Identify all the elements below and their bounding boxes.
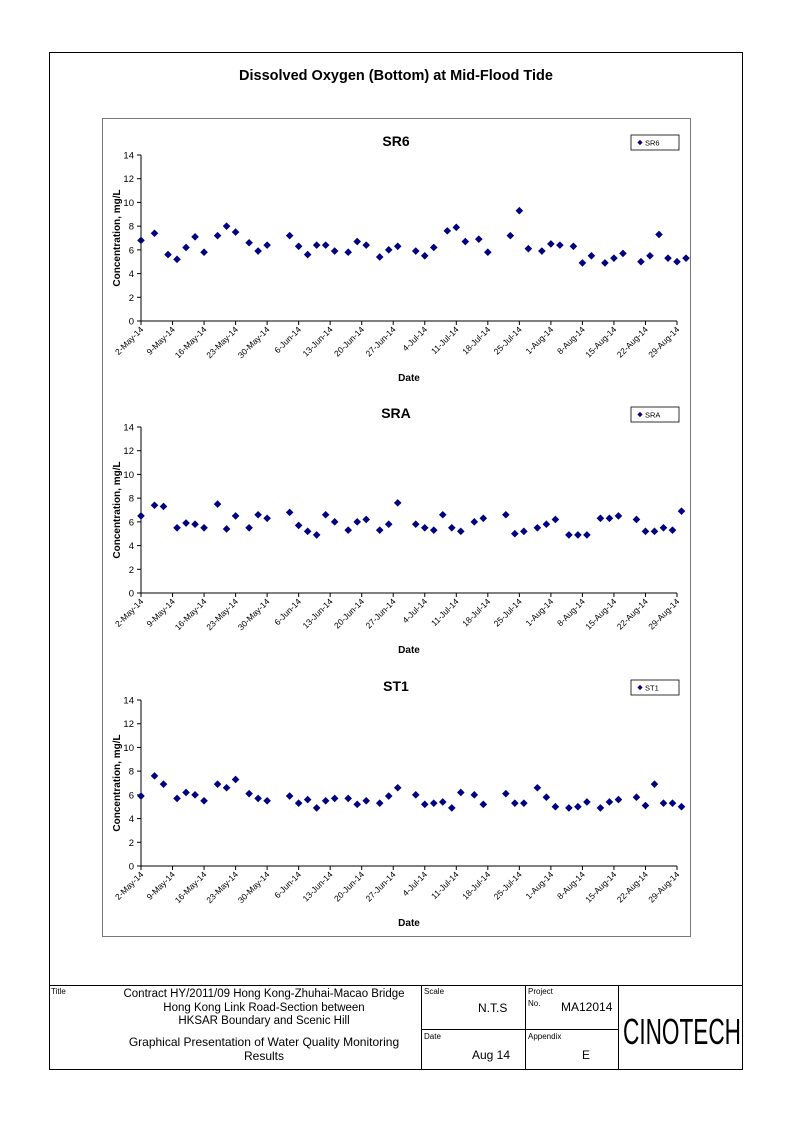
data-point: [619, 250, 627, 258]
data-point: [191, 233, 199, 241]
data-point: [606, 515, 614, 523]
x-tick-label: 22-Aug-14: [614, 869, 650, 905]
appendix-value: E: [582, 1048, 591, 1062]
data-point: [669, 526, 677, 534]
data-point: [543, 520, 551, 528]
data-point: [552, 516, 560, 524]
data-point: [137, 792, 145, 800]
data-point: [200, 524, 208, 532]
data-point: [394, 499, 402, 507]
data-point: [682, 254, 690, 262]
data-point: [200, 797, 208, 805]
x-tick-label: 25-Jul-14: [491, 596, 524, 629]
data-point: [245, 790, 253, 798]
data-point: [448, 804, 456, 812]
x-tick-label: 4-Jul-14: [400, 596, 430, 626]
data-point: [304, 796, 312, 804]
data-point: [263, 515, 271, 523]
x-tick-label: 29-Aug-14: [646, 869, 682, 905]
project-no-label: No.: [528, 999, 541, 1008]
data-point: [448, 524, 456, 532]
scale-date-cell: [422, 986, 526, 1070]
data-point: [254, 511, 262, 519]
data-point: [597, 804, 605, 812]
data-point: [286, 509, 294, 517]
y-axis-label: Concentration, mg/L: [112, 189, 123, 287]
x-tick-label: 16-May-14: [172, 324, 209, 361]
y-tick-label: 6: [128, 245, 134, 257]
x-tick-label: 6-Jun-14: [272, 869, 304, 901]
x-tick-label: 23-May-14: [204, 869, 241, 906]
data-point: [295, 243, 303, 251]
legend-label: SR6: [645, 138, 660, 148]
contract-title: [109, 988, 419, 1029]
data-point: [232, 512, 240, 520]
data-point: [646, 252, 654, 260]
data-point: [223, 784, 231, 792]
data-point: [475, 235, 483, 243]
y-tick-label: 14: [123, 422, 134, 434]
x-tick-label: 11-Jul-14: [429, 869, 461, 902]
data-point: [430, 526, 438, 534]
x-tick-label: 2-May-14: [112, 596, 146, 629]
data-point: [245, 239, 253, 247]
data-point: [286, 232, 294, 240]
x-tick-label: 11-Jul-14: [429, 596, 461, 629]
drawing-title-line2: Results: [243, 1048, 284, 1063]
data-point: [344, 795, 352, 803]
y-axis-label: Concentration, mg/L: [112, 734, 123, 832]
data-point: [362, 241, 370, 249]
x-tick-label: 4-Jul-14: [400, 324, 430, 354]
data-point: [421, 252, 429, 260]
data-point: [502, 790, 510, 798]
data-point: [254, 247, 262, 255]
x-tick-label: 9-May-14: [144, 324, 177, 357]
chart-title-sr6: SR6: [382, 133, 410, 149]
data-point: [601, 259, 609, 267]
data-point: [412, 520, 420, 528]
x-tick-label: 4-Jul-14: [400, 869, 430, 899]
data-point: [610, 254, 618, 262]
data-point: [200, 248, 208, 256]
data-point: [214, 232, 222, 240]
data-point: [502, 511, 510, 519]
data-point: [353, 801, 361, 809]
x-tick-label: 20-Jun-14: [331, 324, 367, 359]
appendix-label: Appendix: [528, 1032, 562, 1041]
y-tick-label: 8: [128, 493, 134, 505]
data-point: [637, 258, 645, 266]
y-axis-label: Concentration, mg/L: [112, 461, 123, 559]
data-point: [412, 247, 420, 255]
data-point: [520, 528, 528, 536]
data-point: [223, 222, 231, 230]
legend: [631, 407, 679, 422]
data-point: [331, 518, 339, 526]
x-tick-label: 8-Aug-14: [555, 869, 587, 902]
x-tick-label: 6-Jun-14: [272, 324, 304, 356]
y-tick-label: 4: [128, 269, 134, 281]
x-tick-label: 16-May-14: [172, 596, 209, 633]
data-point: [570, 243, 578, 251]
data-point: [385, 792, 393, 800]
y-tick-label: 14: [123, 695, 134, 707]
data-point: [633, 793, 641, 801]
data-point: [182, 789, 190, 797]
chart-title-sra: SRA: [381, 405, 411, 421]
data-point: [394, 784, 402, 792]
x-tick-label: 2-May-14: [112, 324, 146, 357]
data-point: [214, 500, 222, 508]
logo-text: CINOTECH: [623, 1011, 741, 1052]
data-point: [511, 799, 519, 807]
data-point: [443, 227, 451, 235]
contract-title-line3: HKSAR Boundary and Scenic Hill: [178, 1015, 350, 1027]
data-point: [579, 259, 587, 267]
data-point: [471, 791, 479, 799]
data-point: [430, 244, 438, 252]
data-point: [534, 524, 542, 532]
data-point: [304, 528, 312, 536]
data-point: [452, 224, 460, 232]
data-point: [313, 531, 321, 539]
data-point: [160, 780, 168, 788]
y-tick-label: 4: [128, 541, 134, 553]
data-point: [516, 207, 524, 215]
data-point: [151, 772, 159, 780]
data-point: [232, 776, 240, 784]
data-point: [547, 240, 555, 248]
project-value: MA12014: [561, 1000, 613, 1014]
x-axis-label: Date: [398, 373, 420, 384]
data-point: [173, 795, 181, 803]
data-point: [664, 254, 672, 262]
x-tick-label: 8-Aug-14: [555, 596, 587, 629]
x-tick-label: 22-Aug-14: [614, 324, 650, 360]
data-point: [507, 232, 515, 240]
data-point: [678, 507, 686, 515]
data-point: [151, 229, 159, 237]
data-point: [151, 501, 159, 509]
data-point: [191, 520, 199, 528]
data-point: [385, 246, 393, 254]
x-tick-label: 30-May-14: [235, 596, 272, 633]
data-point: [583, 798, 591, 806]
data-point: [574, 803, 582, 811]
x-tick-label: 27-Jun-14: [363, 596, 398, 631]
x-tick-label: 13-Jun-14: [300, 869, 335, 904]
y-tick-label: 12: [123, 719, 134, 731]
data-point: [182, 244, 190, 252]
y-tick-label: 12: [123, 446, 134, 458]
data-point: [232, 228, 240, 236]
data-point: [538, 247, 546, 255]
data-point: [344, 248, 352, 256]
project-label: Project: [528, 987, 553, 996]
data-point: [304, 251, 312, 259]
data-point: [430, 799, 438, 807]
data-point: [245, 524, 253, 532]
date-value: Aug 14: [472, 1048, 511, 1062]
data-point: [421, 801, 429, 809]
data-point: [286, 792, 294, 800]
data-point: [673, 258, 681, 266]
x-axis-label: Date: [398, 918, 420, 929]
page-title: Dissolved Oxygen (Bottom) at Mid-Flood Tide: [239, 68, 553, 84]
data-point: [295, 799, 303, 807]
data-point: [362, 516, 370, 524]
y-tick-label: 12: [123, 174, 134, 186]
y-tick-label: 10: [123, 197, 134, 209]
legend-label: SRA: [645, 410, 661, 420]
data-point: [439, 511, 447, 519]
x-tick-label: 22-Aug-14: [614, 596, 650, 632]
data-point: [322, 511, 330, 519]
x-tick-label: 13-Jun-14: [300, 324, 335, 359]
data-point: [214, 780, 222, 788]
data-point: [223, 525, 231, 533]
x-tick-label: 27-Jun-14: [363, 869, 398, 904]
data-point: [642, 802, 650, 810]
x-tick-label: 15-Aug-14: [583, 596, 619, 632]
scale-divider: [422, 1029, 526, 1030]
data-point: [678, 803, 686, 811]
y-tick-label: 0: [128, 588, 134, 600]
y-tick-label: 14: [123, 150, 134, 162]
x-tick-label: 30-May-14: [235, 869, 272, 906]
legend: [631, 680, 679, 695]
data-point: [642, 528, 650, 536]
y-tick-label: 8: [128, 221, 134, 233]
x-tick-label: 23-May-14: [204, 596, 241, 633]
data-point: [457, 528, 465, 536]
data-point: [552, 803, 560, 811]
x-tick-label: 25-Jul-14: [491, 324, 524, 357]
y-tick-label: 10: [123, 742, 134, 754]
x-tick-label: 15-Aug-14: [583, 324, 619, 360]
date-label: Date: [424, 1032, 441, 1041]
chart-st1: [103, 664, 690, 937]
drawing-title: [109, 1036, 419, 1063]
data-point: [660, 524, 668, 532]
data-point: [263, 797, 271, 805]
data-point: [353, 518, 361, 526]
x-tick-label: 1-Aug-14: [523, 869, 556, 902]
data-point: [565, 804, 573, 812]
data-point: [583, 531, 591, 539]
x-tick-label: 11-Jul-14: [429, 324, 461, 357]
data-point: [597, 515, 605, 523]
chart-sra: [103, 391, 690, 664]
drawing-title-line1: Graphical Presentation of Water Quality Monitoring: [128, 1035, 400, 1049]
data-point: [173, 256, 181, 264]
data-point: [322, 797, 330, 805]
chart-title-st1: ST1: [383, 678, 409, 694]
x-tick-label: 1-Aug-14: [523, 596, 556, 629]
contract-title-line1: Contract HY/2011/09 Hong Kong-Zhuhai-Macao Bridge: [123, 988, 405, 1000]
data-point: [182, 519, 190, 527]
legend-label: ST1: [645, 683, 659, 693]
data-point: [556, 241, 564, 249]
data-point: [164, 251, 172, 259]
data-point: [295, 522, 303, 530]
data-point: [511, 530, 519, 538]
data-point: [385, 520, 393, 528]
data-point: [660, 799, 668, 807]
data-point: [462, 238, 470, 246]
x-tick-label: 20-Jun-14: [331, 869, 367, 904]
data-point: [344, 526, 352, 534]
x-tick-label: 9-May-14: [144, 869, 177, 902]
x-tick-label: 8-Aug-14: [555, 324, 587, 357]
charts-panel: [102, 118, 691, 937]
data-point: [655, 231, 663, 239]
y-tick-label: 8: [128, 766, 134, 778]
data-point: [137, 512, 145, 520]
y-tick-label: 4: [128, 814, 134, 826]
y-tick-label: 6: [128, 517, 134, 529]
data-point: [353, 238, 361, 246]
title-cell: [49, 986, 422, 1070]
x-tick-label: 1-Aug-14: [523, 324, 556, 357]
y-tick-label: 0: [128, 316, 134, 328]
data-point: [137, 237, 145, 245]
x-tick-label: 15-Aug-14: [583, 869, 619, 905]
data-point: [263, 241, 271, 249]
y-tick-label: 2: [128, 837, 134, 849]
data-point: [376, 253, 384, 261]
x-tick-label: 13-Jun-14: [300, 596, 335, 631]
data-point: [376, 526, 384, 534]
data-point: [534, 784, 542, 792]
x-tick-label: 18-Jul-14: [460, 869, 493, 902]
data-point: [480, 801, 488, 809]
chart-sr6: [103, 119, 690, 392]
data-point: [525, 245, 533, 253]
data-point: [439, 798, 447, 806]
data-point: [588, 252, 596, 260]
scale-value: N.T.S: [478, 1001, 508, 1015]
data-point: [322, 241, 330, 249]
data-point: [651, 780, 659, 788]
y-tick-label: 2: [128, 292, 134, 304]
x-tick-label: 25-Jul-14: [491, 869, 524, 902]
cinotech-logo: [621, 998, 743, 1058]
y-tick-label: 6: [128, 790, 134, 802]
data-point: [254, 795, 262, 803]
project-appendix-cell: [526, 986, 619, 1070]
data-point: [457, 789, 465, 797]
y-tick-label: 10: [123, 469, 134, 481]
data-point: [331, 795, 339, 803]
project-divider: [526, 1029, 619, 1030]
data-point: [471, 518, 479, 526]
x-tick-label: 27-Jun-14: [363, 324, 398, 359]
x-tick-label: 29-Aug-14: [646, 596, 682, 632]
data-point: [651, 528, 659, 536]
data-point: [313, 241, 321, 249]
scale-label: Scale: [424, 987, 445, 996]
y-tick-label: 2: [128, 564, 134, 576]
data-point: [313, 804, 321, 812]
data-point: [394, 243, 402, 251]
data-point: [565, 531, 573, 539]
legend: [631, 135, 679, 150]
data-point: [520, 799, 528, 807]
y-tick-label: 0: [128, 861, 134, 873]
data-point: [615, 512, 623, 520]
data-point: [669, 799, 677, 807]
data-point: [331, 247, 339, 255]
data-point: [606, 798, 614, 806]
x-tick-label: 9-May-14: [144, 596, 177, 629]
title-block: [49, 985, 743, 1070]
title-label: Title: [51, 987, 66, 996]
x-tick-label: 30-May-14: [235, 324, 272, 361]
data-point: [615, 796, 623, 804]
x-tick-label: 20-Jun-14: [331, 596, 367, 631]
data-point: [173, 524, 181, 532]
x-tick-label: 18-Jul-14: [460, 324, 493, 357]
data-point: [362, 797, 370, 805]
data-point: [574, 531, 582, 539]
x-tick-label: 2-May-14: [112, 869, 146, 902]
data-point: [376, 799, 384, 807]
data-point: [160, 503, 168, 511]
data-point: [421, 524, 429, 532]
data-point: [543, 793, 551, 801]
data-point: [480, 515, 488, 523]
data-point: [633, 516, 641, 524]
x-tick-label: 23-May-14: [204, 324, 241, 361]
contract-title-line2: Hong Kong Link Road-Section between: [163, 1001, 365, 1014]
x-tick-label: 16-May-14: [172, 869, 209, 906]
data-point: [412, 791, 420, 799]
x-tick-label: 18-Jul-14: [460, 596, 493, 629]
data-point: [484, 248, 492, 256]
x-tick-label: 29-Aug-14: [646, 324, 682, 360]
data-point: [191, 791, 199, 799]
x-axis-label: Date: [398, 645, 420, 656]
x-tick-label: 6-Jun-14: [272, 596, 304, 628]
